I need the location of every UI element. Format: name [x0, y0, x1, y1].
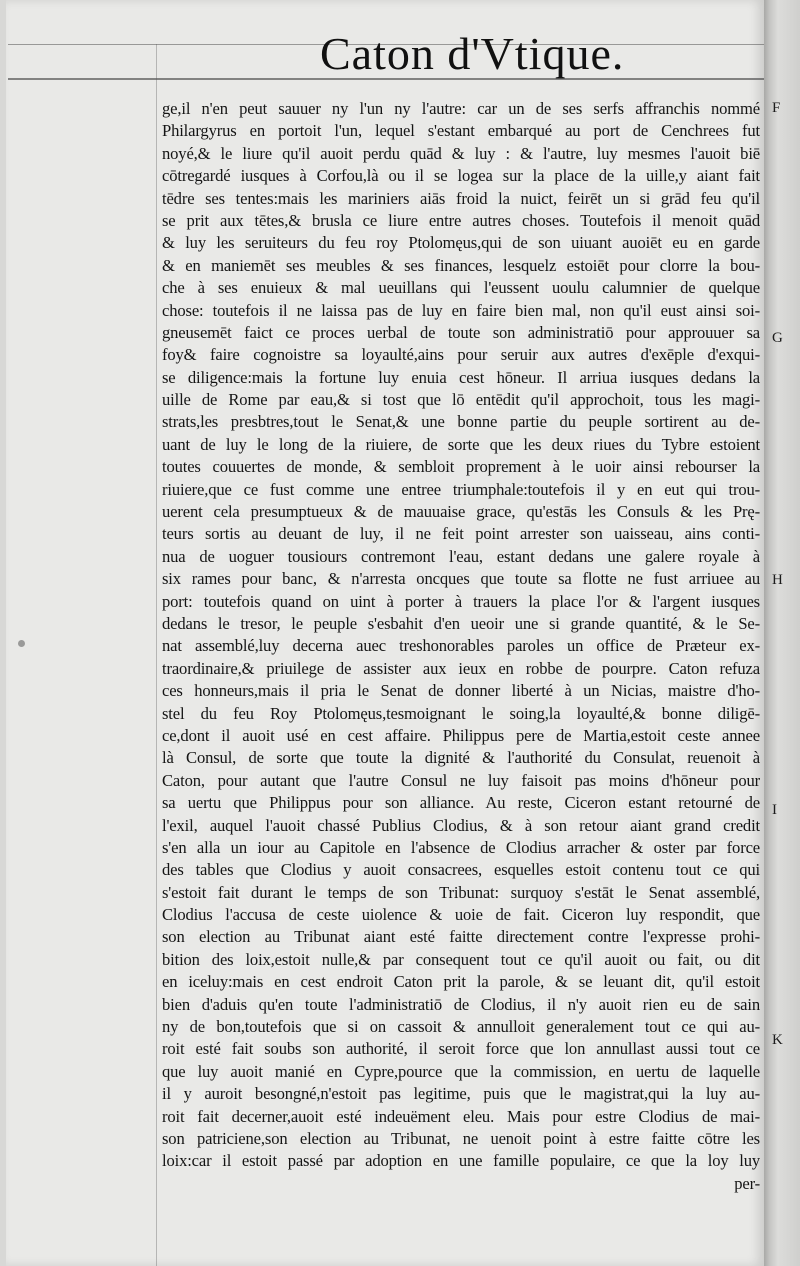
- text-line: là Consul, de sorte que toute la dignité & l'authorité du Consulat, reuenoit à: [162, 748, 760, 768]
- text-line: strats,les presbtres,tout le Senat,& une bonne partie du peuple sortirent au de-: [162, 412, 760, 432]
- text-line: traordinaire,& priuilege de assister aux ieux en robbe de pourpre. Caton refuza: [162, 658, 760, 678]
- text-line: ce,dont il auoit usé en cest affaire. Philippus pere de Martia,estoit ceste annee: [162, 725, 760, 745]
- text-line: sa uertu que Philippus pour son alliance. Au reste, Ciceron estant retourné de: [162, 793, 760, 813]
- text-line: ces honneurs,mais il pria le Senat de donner liberté à un Nicias, maistre d'ho-: [162, 681, 760, 701]
- text-line: teurs sortis au deuant de luy, il ne feit point arrester son uaisseau, ains conti-: [162, 524, 760, 544]
- text-line: six rames pour banc, & n'arresta oncques que toute sa flotte ne fust arriuee au: [162, 569, 760, 589]
- text-line: cōtregardé iusques à Corfou,là ou il se logea sur la place de la uille,y aiant fait: [162, 166, 760, 186]
- text-line: que luy auoit manié en Cypre,pource que la commission, en uertu de laquelle: [162, 1061, 760, 1081]
- text-line: bition des loix,estoit nulle,& par consequent tout ce qu'il auoit ou fait, ou dit: [162, 949, 760, 969]
- text-line: & en maniemēt ses meubles & ses finances, lesquelz estoiēt pour clorre la bou-: [162, 255, 760, 275]
- margin-letter-i: I: [772, 802, 777, 818]
- margin-letter-g: G: [772, 330, 783, 346]
- text-line: l'exil, auquel l'auoit chassé Publius Clodius, & à son retour aiant grand credit: [162, 815, 760, 835]
- text-line: se diligence:mais la fortune luy enuia cest hōneur. Il arriua iusques dedans la: [162, 367, 760, 387]
- margin-letter-k: K: [772, 1032, 783, 1048]
- text-line: ny de bon,toutefois que si on cassoit & annulloit generalement tout ce qui au-: [162, 1017, 760, 1037]
- text-line: dedans le tresor, le peuple s'esbahit d'en ueoir une si grande quantité, & le Se-: [162, 613, 760, 633]
- text-line: chose: toutefois il ne laissa pas de luy en faire bien mal, non qu'il eust ainsi soi-: [162, 300, 760, 320]
- text-line: son patriciene,son election au Tribunat, ne uenoit point à estre faitte cōtre les: [162, 1128, 760, 1148]
- text-line: tēdre ses tentes:mais les mariniers aiās froid la nuict, feirēt un si grād feu qu'il: [162, 188, 760, 208]
- text-line: loix:car il estoit passé par adoption en une famille populaire, ce que la loy luy: [162, 1151, 760, 1171]
- body-text: [162, 98, 760, 1195]
- margin-rule: [156, 44, 157, 1266]
- text-line: nua de uoguer tousiours contremont l'eau, estant dedans une galere royale à: [162, 546, 760, 566]
- margin-letter-f: F: [772, 100, 781, 116]
- text-line: toutes couuertes de monde, & sembloit proprement à le uoir ainsi rebourser la: [162, 457, 760, 477]
- text-line: des tables que Clodius y auoit consacrees, esquelles estoit contenu tout ce qui: [162, 860, 760, 880]
- text-line: per-: [734, 1173, 760, 1193]
- text-line: Philargyrus en portoit l'un, lequel s'estant embarqué au port de Cenchrees fut: [162, 121, 760, 141]
- text-line: stel du feu Roy Ptolomęus,tesmoignant le soing,la loyaulté,& bonne diligē-: [162, 703, 760, 723]
- text-line: s'en alla un iour au Capitole en l'absence de Clodius arracher & oster par force: [162, 837, 760, 857]
- text-line: son election au Tribunat aiant esté faitte directement contre l'expresse prohi-: [162, 927, 760, 947]
- text-line: noyé,& le liure qu'il auoit perdu quād & luy : & l'autre, luy mesmes l'auoit biē: [162, 143, 760, 163]
- text-line: roit esté fait soubs son authorité, il seroit force que lon annullast aussi tout ce: [162, 1039, 760, 1059]
- text-line: che à ses enuieux & mal ueuillans qui l'eussent uoulu calumnier de quelque: [162, 278, 760, 298]
- paper-blemish: [18, 640, 25, 647]
- text-line: il y auroit besongné,n'estoit pas legitime, puis que le magistrat,qui la luy au-: [162, 1084, 760, 1104]
- text-line: port: toutefois quand on uint à porter à trauers la place l'or & l'argent iusques: [162, 591, 760, 611]
- text-line: uant de luy le long de la riuiere, de sorte que les deux riues du Tybre estoient: [162, 434, 760, 454]
- text-line: Caton, pour autant que l'autre Consul ne luy faisoit pas moins d'hōneur pour: [162, 770, 760, 790]
- text-line: en iceluy:mais en cest endroit Caton prit la parole, & se leuant dit, qu'il estoit: [162, 972, 760, 992]
- text-line: uille de Rome par eau,& si tost que lō entēdit qu'il approchoit, tous les magi-: [162, 390, 760, 410]
- margin-letter-h: H: [772, 572, 783, 588]
- text-line: uerent cela presumptueux & de mauuaise grace, qu'estās les Consuls & les Prę-: [162, 502, 760, 522]
- text-line: nat assemblé,luy decerna auec treshonorables paroles un office de Prӕteur ex-: [162, 636, 760, 656]
- text-line: se prit aux tētes,& brusla ce liure entre autres choses. Toutefois il menoit quād: [162, 210, 760, 230]
- text-line: s'estoit fait durant le temps de son Tribunat: surquoy s'estāt le Senat assemblé,: [162, 882, 760, 902]
- text-line: foy& faire cognoistre sa loyaulté,ains pour seruir aux autres d'exēple d'exqui-: [162, 345, 760, 365]
- text-line: roit fait decerner,auoit esté indeuëment eleu. Mais pour estre Clodius de mai-: [162, 1106, 760, 1126]
- running-head-title: Caton d'Vtique.: [320, 28, 625, 79]
- page-gutter-edge: [764, 0, 800, 1266]
- text-line: gneusemēt faict ce proces uerbal de toute son administratiō pour approuuer sa: [162, 322, 760, 342]
- text-line: Clodius l'accusa de ceste uiolence & uoie de fait. Ciceron luy respondit, que: [162, 905, 760, 925]
- text-line: bien d'aduis qu'en toute l'administratiō de Clodius, il n'y auoit rien eu de sain: [162, 994, 760, 1014]
- text-line: & luy les seruiteurs du feu roy Ptolomęus,qui de son uiuant auoiēt eu en garde: [162, 233, 760, 253]
- text-line: riuiere,que ce fust comme une entree triumphale:toutefois il y en eut qui trou-: [162, 479, 760, 499]
- text-line: ge,il n'en peut sauuer ny l'un ny l'autre: car un de ses serfs affranchis nommé: [162, 99, 760, 118]
